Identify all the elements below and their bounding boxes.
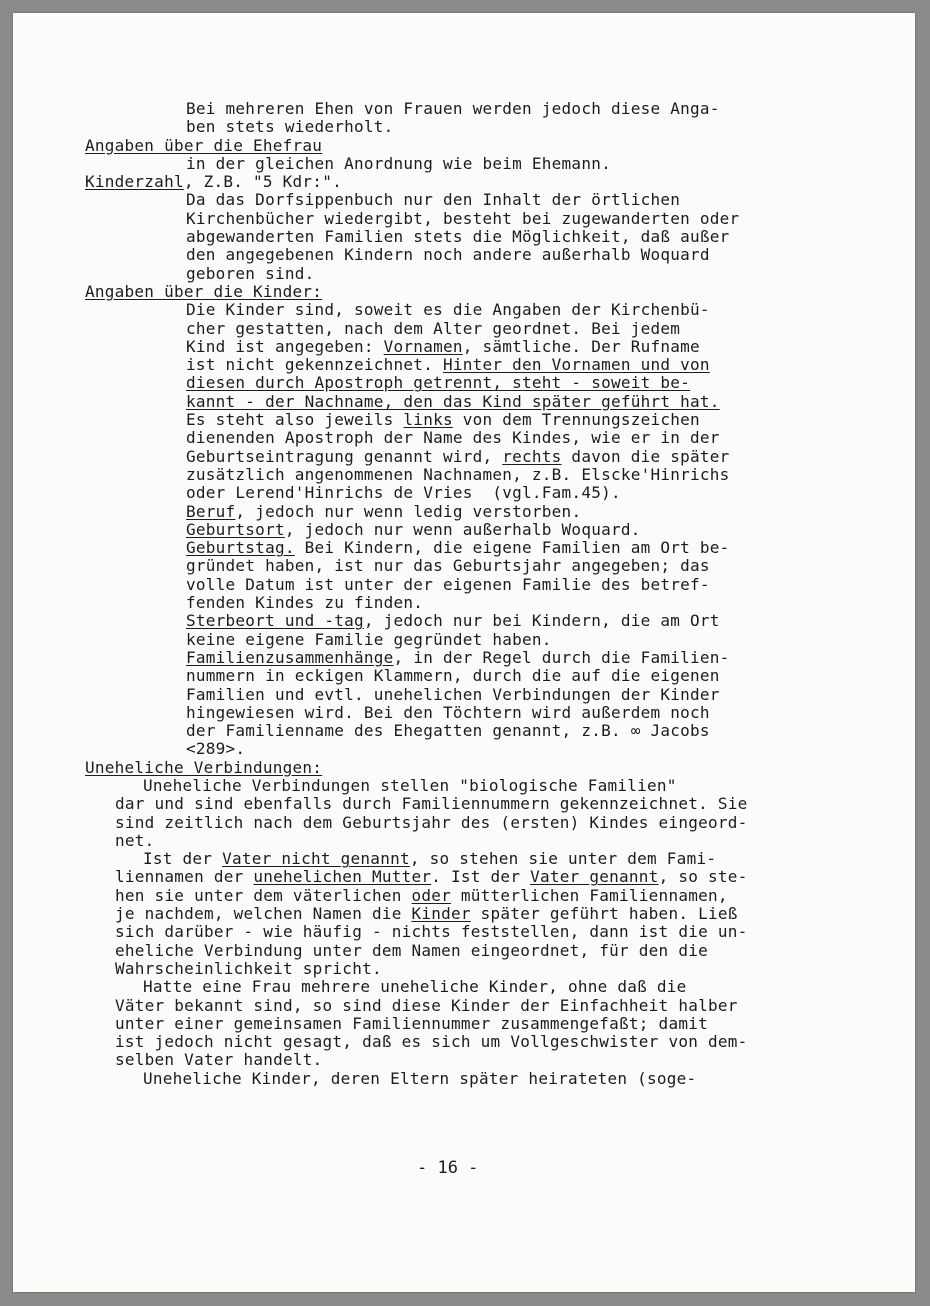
document-page xyxy=(13,13,915,1292)
text-segment: Die Kinder sind, soweit es die Angaben der Kirchenbü- xyxy=(186,300,710,320)
text-segment: volle Datum ist unter der eigenen Familie des betref- xyxy=(186,574,710,594)
text-segment: liennamen der xyxy=(115,867,254,887)
text-line xyxy=(85,887,748,905)
text-segment: Väter bekannt sind, so sind diese Kinder der Einfachheit halber xyxy=(115,995,738,1015)
text-segment: , jedoch nur wenn ledig verstorben. xyxy=(235,501,582,521)
text-line xyxy=(85,631,748,649)
text-line xyxy=(85,594,748,612)
text-line xyxy=(85,100,748,118)
underlined-text: oder xyxy=(411,885,452,905)
text-line xyxy=(85,667,748,685)
text-segment: selben Vater handelt. xyxy=(115,1050,323,1070)
text-line xyxy=(85,393,748,411)
text-segment: Kirchenbücher wiedergibt, besteht bei zugewanderten oder xyxy=(186,208,740,228)
text-line xyxy=(85,265,748,283)
text-line xyxy=(85,722,748,740)
text-segment: geboren sind. xyxy=(186,263,315,283)
text-line xyxy=(85,283,748,301)
text-line xyxy=(85,740,748,758)
text-segment: cher gestatten, nach dem Alter geordnet. Bei jedem xyxy=(186,318,681,338)
text-line xyxy=(85,320,748,338)
text-segment: , so stehen sie unter dem Fami- xyxy=(409,849,717,869)
text-line xyxy=(85,576,748,594)
text-segment: hingewiesen wird. Bei den Töchtern wird außerdem noch xyxy=(186,702,710,722)
text-line xyxy=(85,997,748,1015)
text-segment: später geführt haben. Ließ xyxy=(470,904,738,924)
text-line xyxy=(85,960,748,978)
text-line xyxy=(85,301,748,319)
text-segment: den angegebenen Kindern noch andere außerhalb Woquard xyxy=(186,245,710,265)
underlined-text: Vater nicht genannt xyxy=(222,849,410,869)
text-segment: davon die später xyxy=(561,446,730,466)
text-line xyxy=(85,429,748,447)
text-segment: ben stets wiederholt. xyxy=(186,117,394,137)
body-text xyxy=(85,100,748,1088)
text-line xyxy=(85,484,748,502)
text-segment: eheliche Verbindung unter dem Namen eingeordnet, für den die xyxy=(115,940,708,960)
text-line xyxy=(85,612,748,630)
text-line xyxy=(85,503,748,521)
text-segment: Bei Kindern, die eigene Familien am Ort be- xyxy=(294,538,730,558)
text-line xyxy=(85,228,748,246)
text-line xyxy=(85,374,748,392)
text-segment: dienenden Apostroph der Name des Kindes, wie er in der xyxy=(186,428,720,448)
text-segment: abgewanderten Familien stets die Möglichkeit, daß außer xyxy=(186,227,730,247)
page-number: - 16 - xyxy=(417,1158,479,1178)
text-segment: hen sie unter dem väterlichen xyxy=(115,885,412,905)
underlined-text: Angaben über die Kinder: xyxy=(85,281,323,301)
underlined-text: Beruf xyxy=(186,501,236,521)
text-line xyxy=(85,137,748,155)
text-segment: keine eigene Familie gegründet haben. xyxy=(186,629,552,649)
text-segment: mütterlichen Familiennamen, xyxy=(451,885,728,905)
text-line xyxy=(85,210,748,228)
text-line xyxy=(85,539,748,557)
text-segment: dar und sind ebenfalls durch Familiennummern gekennzeichnet. Sie xyxy=(115,794,748,814)
underlined-text: diesen durch Apostroph getrennt, steht - soweit be- xyxy=(186,373,691,393)
underlined-text: unehelichen Mutter xyxy=(253,867,432,887)
text-segment: , jedoch nur bei Kindern, die am Ort xyxy=(363,611,720,631)
underlined-text: kannt - der Nachname, den das Kind später geführt hat. xyxy=(186,391,720,411)
text-segment: Es steht also jeweils xyxy=(186,410,404,430)
text-segment: Uneheliche Kinder, deren Eltern später heirateten (soge- xyxy=(143,1068,697,1088)
text-line xyxy=(85,118,748,136)
text-segment: Wahrscheinlichkeit spricht. xyxy=(115,958,382,978)
text-line xyxy=(85,686,748,704)
text-segment: sind zeitlich nach dem Geburtsjahr des (ersten) Kindes eingeord- xyxy=(115,812,748,832)
text-segment: von dem Trennungszeichen xyxy=(452,410,700,430)
text-segment: Kind ist angegeben: xyxy=(186,336,384,356)
text-line xyxy=(85,777,748,795)
text-segment: Uneheliche Verbindungen stellen "biologische Familien" xyxy=(143,775,677,795)
underlined-text: Hinter den Vornamen und von xyxy=(442,355,710,375)
text-line xyxy=(85,942,748,960)
text-line xyxy=(85,356,748,374)
text-line xyxy=(85,1051,748,1069)
underlined-text: Sterbeort und -tag xyxy=(186,611,364,631)
text-segment: ist nicht gekennzeichnet. xyxy=(186,355,443,375)
text-line xyxy=(85,832,748,850)
text-line xyxy=(85,466,748,484)
text-segment: , Z.B. "5 Kdr:". xyxy=(183,172,342,192)
text-line xyxy=(85,704,748,722)
text-line xyxy=(85,521,748,539)
text-segment: je nachdem, welchen Namen die xyxy=(115,904,412,924)
text-line xyxy=(85,1015,748,1033)
text-segment: nummern in eckigen Klammern, durch die auf die eigenen xyxy=(186,666,720,686)
underlined-text: Familienzusammenhänge xyxy=(186,647,394,667)
text-segment: oder Lerend'Hinrichs de Vries (vgl.Fam.45). xyxy=(186,483,621,503)
text-line xyxy=(85,338,748,356)
text-line xyxy=(85,649,748,667)
underlined-text: Geburtsort xyxy=(186,519,285,539)
text-line xyxy=(85,905,748,923)
text-segment: Ist der xyxy=(143,849,223,869)
text-segment: <289>. xyxy=(186,739,246,759)
text-segment: ist jedoch nicht gesagt, daß es sich um Vollgeschwister von dem- xyxy=(115,1032,748,1052)
text-segment: . Ist der xyxy=(431,867,531,887)
text-segment: , so ste- xyxy=(658,867,748,887)
text-line xyxy=(85,759,748,777)
underlined-text: Kinderzahl xyxy=(85,172,184,192)
text-segment: sich darüber - wie häufig - nichts feststellen, dann ist die un- xyxy=(115,922,748,942)
text-segment: Da das Dorfsippenbuch nur den Inhalt der örtlichen xyxy=(186,190,681,210)
underlined-text: Geburtstag. xyxy=(186,538,295,558)
underlined-text: links xyxy=(403,410,453,430)
text-segment: , in der Regel durch die Familien- xyxy=(393,647,730,667)
text-line xyxy=(85,557,748,575)
text-segment: in der gleichen Anordnung wie beim Ehemann. xyxy=(186,153,611,173)
text-line xyxy=(85,850,748,868)
text-segment: , jedoch nur wenn außerhalb Woquard. xyxy=(284,519,641,539)
text-segment: gründet haben, ist nur das Geburtsjahr angegeben; das xyxy=(186,556,710,576)
text-line xyxy=(85,246,748,264)
text-line xyxy=(85,191,748,209)
text-line xyxy=(85,923,748,941)
text-segment: Geburtseintragung genannt wird, xyxy=(186,446,503,466)
text-segment: Familien und evtl. unehelichen Verbindungen der Kinder xyxy=(186,684,720,704)
text-line xyxy=(85,411,748,429)
text-segment: net. xyxy=(115,830,155,850)
text-line xyxy=(85,155,748,173)
underlined-text: Uneheliche Verbindungen: xyxy=(85,757,323,777)
text-line xyxy=(85,1033,748,1051)
text-line xyxy=(85,173,748,191)
underlined-text: Vornamen xyxy=(383,336,463,356)
text-line xyxy=(85,1070,748,1088)
underlined-text: Angaben über die Ehefrau xyxy=(85,135,323,155)
underlined-text: Kinder xyxy=(411,904,471,924)
text-segment: , sämtliche. Der Rufname xyxy=(462,336,700,356)
underlined-text: Vater genannt xyxy=(530,867,659,887)
text-line xyxy=(85,795,748,813)
text-segment: fenden Kindes zu finden. xyxy=(186,593,424,613)
text-segment: Hatte eine Frau mehrere uneheliche Kinder, ohne daß die xyxy=(143,977,687,997)
text-line xyxy=(85,868,748,886)
text-line xyxy=(85,814,748,832)
text-segment: unter einer gemeinsamen Familiennummer zusammengefaßt; damit xyxy=(115,1013,708,1033)
text-line xyxy=(85,448,748,466)
text-line xyxy=(85,978,748,996)
underlined-text: rechts xyxy=(502,446,562,466)
text-segment: der Familienname des Ehegatten genannt, z.B. ∞ Jacobs xyxy=(186,721,710,741)
text-segment: Bei mehreren Ehen von Frauen werden jedoch diese Anga- xyxy=(186,99,720,118)
text-segment: zusätzlich angenommenen Nachnamen, z.B. Elscke'Hinrichs xyxy=(186,464,730,484)
